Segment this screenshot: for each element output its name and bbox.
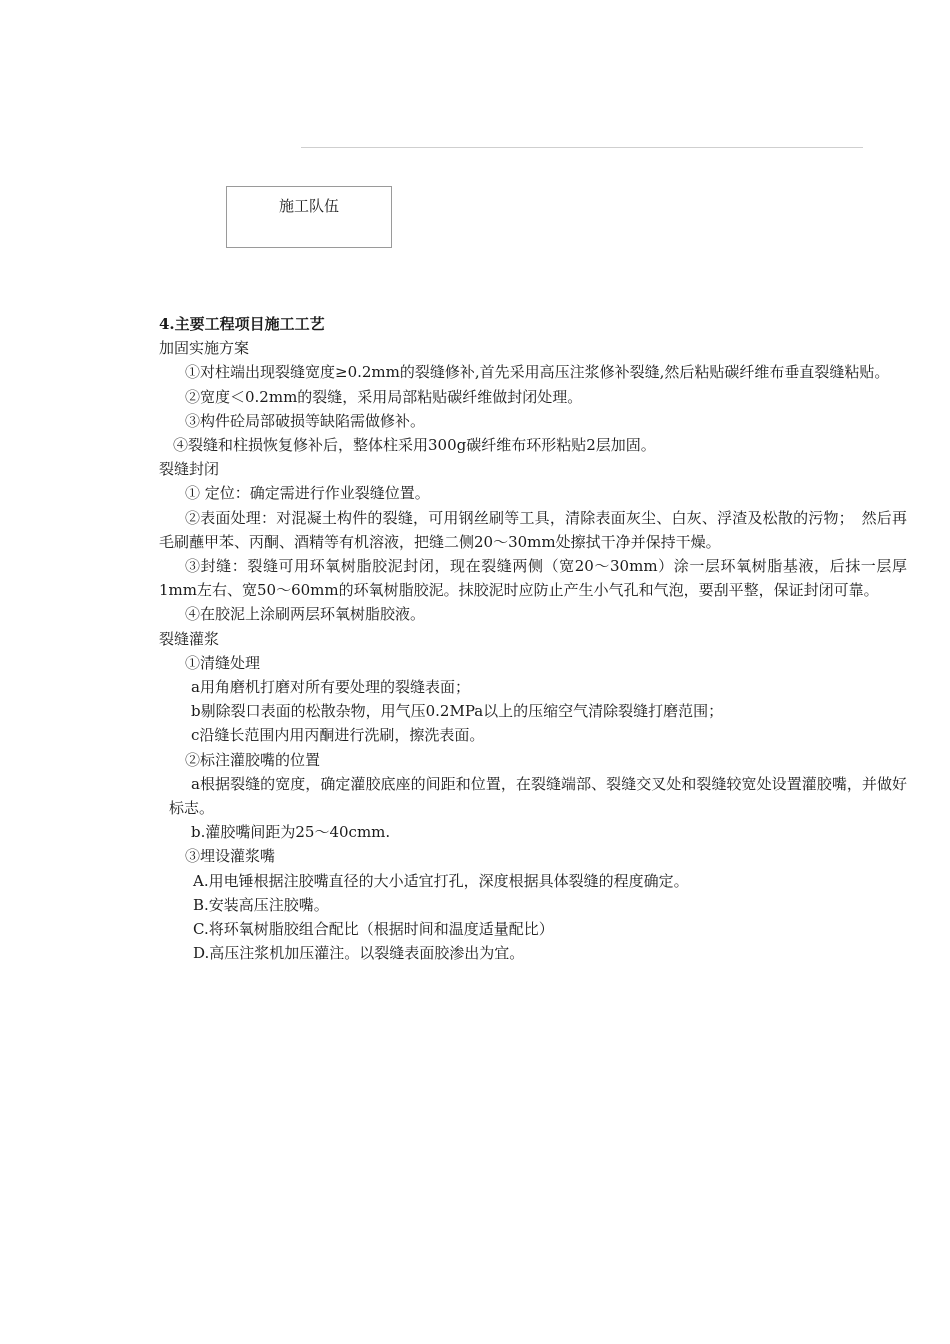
grout-step3-item-a: A.用电锤根据注胶嘴直径的大小适宜打孔，深度根据具体裂缝的程度确定。 [193,871,689,890]
seal-item-1: ① 定位：确定需进行作业裂缝位置。 [185,484,430,503]
grout-step3-item-d: D.高压注浆机加压灌注。以裂缝表面胶渗出为宜。 [193,944,525,963]
reinforce-item-2: ②宽度＜0.2mm的裂缝，采用局部粘贴碳纤维做封闭处理。 [185,387,583,406]
grout-step2-item-a: a根据裂缝的宽度，确定灌胶底座的间距和位置，在裂缝端部、裂缝交叉处和裂缝较宽处设置灌胶嘴，并做好标志。 [169,774,907,818]
grout-step2-title: ②标注灌胶嘴的位置 [185,750,321,769]
seal-item-4: ④在胶泥上涂刷两层环氧树脂胶液。 [185,605,426,624]
grout-step1-item-a: a用角磨机打磨对所有要处理的裂缝表面； [191,678,470,697]
grout-step3-title: ③埋设灌浆嘴 [185,847,276,866]
grout-step3-item-c: C.将环氧树脂胶组合配比（根据时间和温度适量配比） [193,920,554,939]
seal-item-3: ③封缝：裂缝可用环氧树脂胶泥封闭，现在裂缝两侧（宽20～30mm）涂一层环氧树脂基液，后抹一层厚1mm左右、宽50～60mm的环氧树脂胶泥。抹胶泥时应防止产生小气孔和气泡，要刮平整，保证封闭可靠。 [159,557,907,600]
reinforce-item-3: ③构件砼局部破损等缺陷需做修补。 [185,411,426,430]
document-body [159,312,907,965]
seal-title: 裂缝封闭 [159,460,220,479]
construction-team-label: 施工队伍 [278,197,339,215]
header-rule [301,147,863,148]
section-heading: 4.主要工程项目施工工艺 [159,315,325,333]
reinforce-title: 加固实施方案 [159,339,250,358]
grout-step2-item-b: b.灌胶嘴间距为25～40cmm. [191,823,391,842]
grout-step3-item-b: B.安装高压注胶嘴。 [193,895,329,914]
grout-step1-item-c: c沿缝长范围内用丙酮进行洗刷，擦洗表面。 [191,726,485,745]
reinforce-item-1: ①对柱端出现裂缝宽度≥0.2mm的裂缝修补,首先采用高压注浆修补裂缝,然后粘贴碳纤维布垂直裂缝粘贴。 [185,363,890,382]
construction-team-box [226,186,392,248]
grout-step1-title: ①清缝处理 [185,653,261,672]
grout-title: 裂缝灌浆 [159,629,220,648]
seal-item-2: ②表面处理：对混凝土构件的裂缝，可用钢丝刷等工具，清除表面灰尘、白灰、浮渣及松散的污物； 然后再毛刷蘸甲苯、丙酮、酒精等有机溶液，把缝二侧20～30mm处擦拭干净并保持干燥。 [159,508,907,551]
grout-step1-item-b: b剔除裂口表面的松散杂物，用气压0.2MPa以上的压缩空气清除裂缝打磨范围； [191,702,724,721]
reinforce-item-4: ④裂缝和柱损恢复修补后，整体柱采用300g碳纤维布环形粘贴2层加固。 [173,436,656,455]
